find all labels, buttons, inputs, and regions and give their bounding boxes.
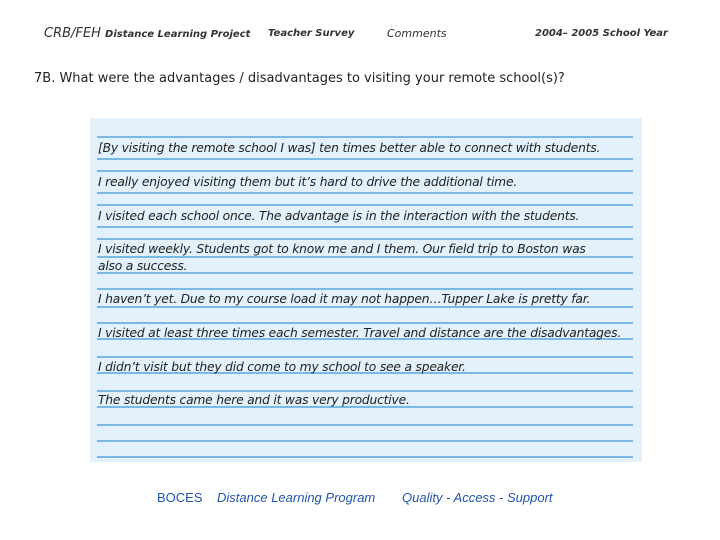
ruled-line: [97, 288, 633, 290]
response-line: I really enjoyed visiting them but it’s hard to drive the additional time.: [98, 175, 518, 189]
response-line: also a success.: [98, 259, 188, 273]
ruled-line: [97, 136, 633, 138]
header-year: 2004– 2005 School Year: [535, 28, 668, 39]
header-section: Comments: [387, 27, 447, 40]
response-line: The students came here and it was very productive.: [98, 393, 410, 407]
ruled-line: [97, 322, 633, 324]
question-title: 7B. What were the advantages / disadvantages to visiting your remote school(s)?: [34, 71, 565, 86]
response-line: I visited weekly. Students got to know me and I them. Our field trip to Boston was: [98, 242, 586, 256]
ruled-line: [97, 170, 633, 172]
header-organization: [44, 26, 250, 41]
ruled-line: [97, 440, 633, 442]
ruled-line: [97, 456, 633, 458]
response-line: I didn’t visit but they did come to my school to see a speaker.: [98, 360, 466, 374]
ruled-line: [97, 238, 633, 240]
response-line: I visited each school once. The advantage is in the interaction with the students.: [98, 209, 580, 223]
response-line: I haven’t yet. Due to my course load it may not happen…Tupper Lake is pretty far.: [98, 292, 591, 306]
ruled-line: [97, 192, 633, 194]
footer-boces: BOCES: [157, 490, 203, 505]
ruled-line: [97, 158, 633, 160]
ruled-line: [97, 424, 633, 426]
response-line: [By visiting the remote school I was] ten times better able to connect with students.: [98, 141, 601, 155]
header-org-main: CRB/FEH: [44, 26, 101, 41]
ruled-line: [97, 204, 633, 206]
ruled-line: [97, 226, 633, 228]
footer-program: Distance Learning Program: [217, 490, 376, 505]
footer-tagline: Quality - Access - Support: [402, 490, 553, 505]
comments-panel: [90, 118, 642, 462]
response-line: I visited at least three times each semester. Travel and distance are the disadvantages.: [98, 326, 622, 340]
header-survey: Teacher Survey: [268, 28, 355, 39]
ruled-line: [97, 356, 633, 358]
header-org-sub: Distance Learning Project: [105, 29, 251, 40]
